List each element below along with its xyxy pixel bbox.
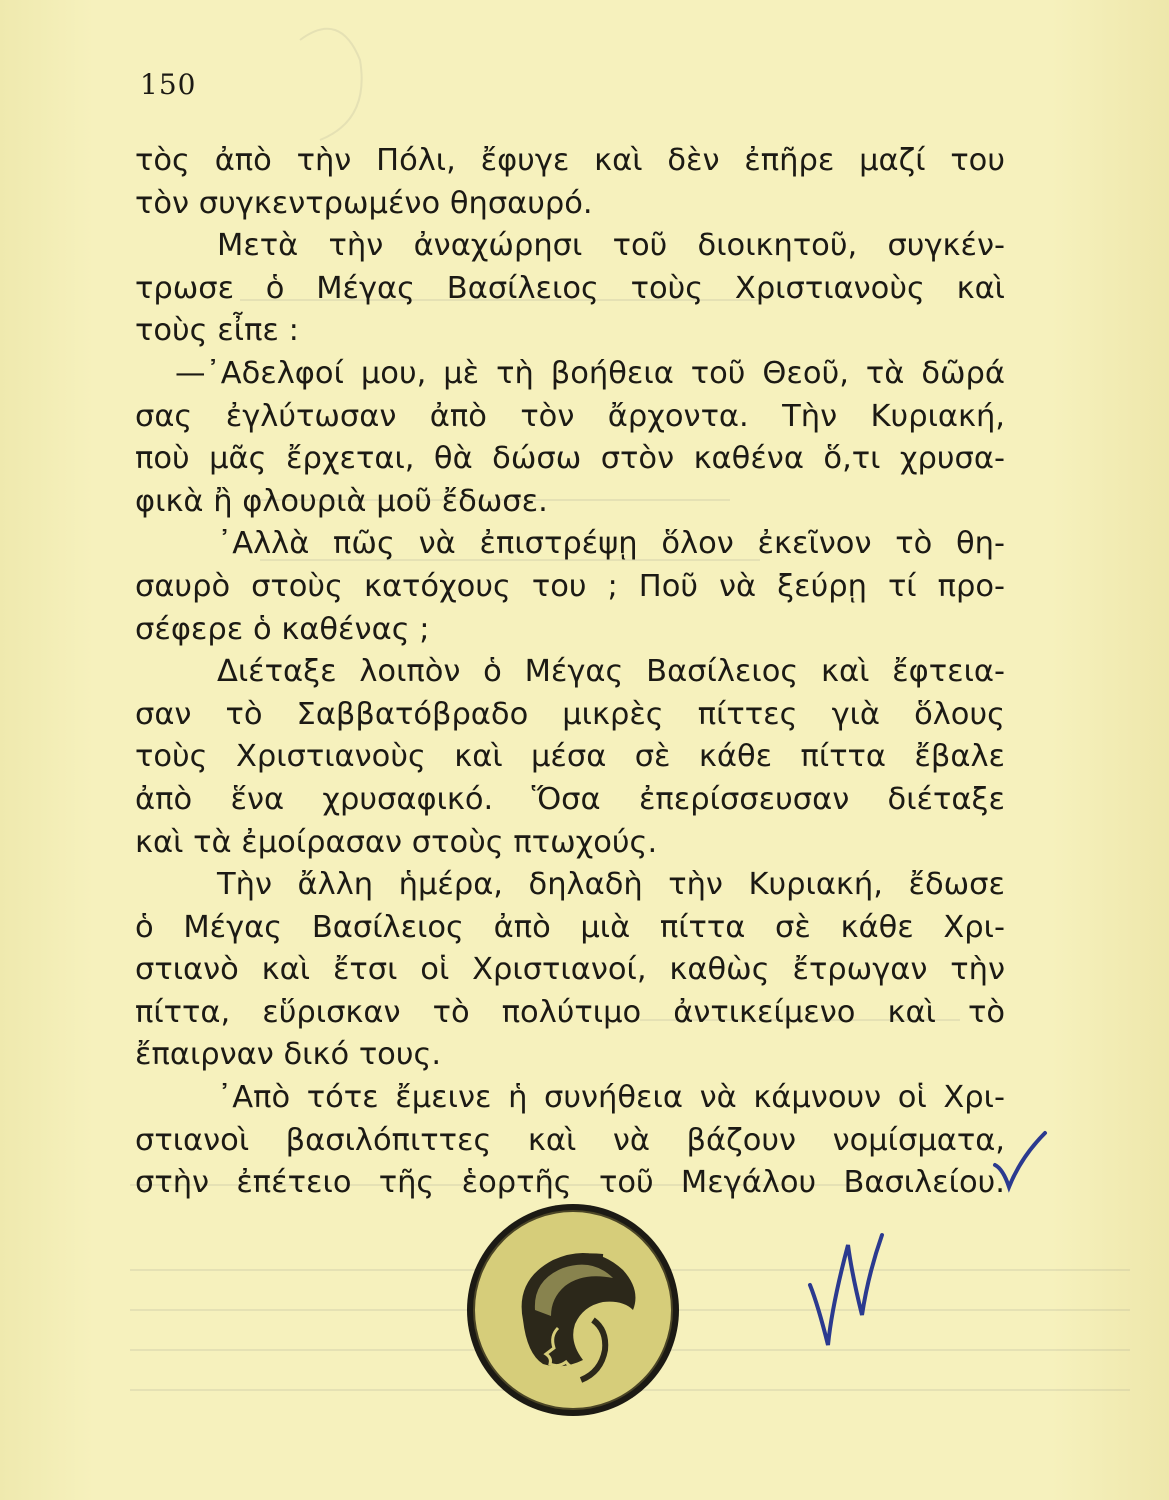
athena-coin-illustration <box>463 1200 683 1420</box>
text-line: σέφερε ὁ καθένας ; <box>135 611 430 647</box>
text-line: —᾿Αδελφοί μου, μὲ τὴ βοήθεια τοῦ Θεοῦ, τὰ δῶρά <box>175 355 1005 391</box>
text-line: σας ἐγλύτωσαν ἀπὸ τὸν ἄρχοντα. Τὴν Κυριακή, <box>135 398 1005 434</box>
text-line: πίττα, εὕρισκαν τὸ πολύτιμο ἀντικείμενο καὶ τὸ <box>135 994 1005 1030</box>
text-line: τρωσε ὁ Μέγας Βασίλειος τοὺς Χριστιανοὺς καὶ <box>135 270 1005 306</box>
text-line: τὸς ἀπὸ τὴν Πόλι, ἔφυγε καὶ δὲν ἐπῆρε μαζί του <box>135 143 1005 178</box>
text-line: Τὴν ἄλλη ἡμέρα, δηλαδὴ τὴν Κυριακή, ἔδωσε <box>217 867 1005 903</box>
text-line: τὸν συγκεντρωμένο θησαυρό. <box>135 185 593 221</box>
text-line: στιανοὶ βασιλόπιττες καὶ νὰ βάζουν νομίσματα, <box>135 1122 1005 1158</box>
text-line: στιανὸ καὶ ἔτσι οἱ Χριστιανοί, καθὼς ἔτρωγαν τὴν <box>135 952 1005 988</box>
text-line: τοὺς εἶπε : <box>135 313 299 349</box>
text-line: ᾿Απὸ τότε ἔμεινε ἡ συνήθεια νὰ κάμνουν οἱ Χρι- <box>217 1080 1005 1116</box>
text-line: καὶ τὰ ἐμοίρασαν στοὺς πτωχούς. <box>135 824 658 860</box>
text-line: τοὺς Χριστιανοὺς καὶ μέσα σὲ κάθε πίττα ἔβαλε <box>135 739 1005 775</box>
text-line: σαν τὸ Σαββατόβραδο μικρὲς πίττες γιὰ ὅλους <box>135 696 1005 732</box>
text-line: ὁ Μέγας Βασίλειος ἀπὸ μιὰ πίττα σὲ κάθε Χρι- <box>135 909 1005 945</box>
text-line: ᾿Αλλὰ πῶς νὰ ἐπιστρέψῃ ὅλον ἐκεῖνον τὸ θη- <box>217 526 1005 562</box>
pen-check-mark-icon <box>990 1130 1050 1195</box>
text-line: ποὺ μᾶς ἔρχεται, θὰ δώσω στὸν καθένα ὅ,τι χρυσα- <box>135 441 1005 477</box>
text-line: στὴν ἐπέτειο τῆς ἑορτῆς τοῦ Μεγάλου Βασιλείου. <box>135 1165 1005 1201</box>
text-line: ἔπαιρναν δικό τους. <box>135 1037 442 1073</box>
handwritten-signature-mark <box>800 1215 890 1355</box>
text-line: σαυρὸ στοὺς κατόχους του ; Ποῦ νὰ ξεύρῃ τί προ- <box>135 568 1005 604</box>
page-number: 150 <box>140 68 197 101</box>
text-line: Μετὰ τὴν ἀναχώρησι τοῦ διοικητοῦ, συγκέν- <box>217 228 1005 264</box>
text-line: Διέταξε λοιπὸν ὁ Μέγας Βασίλειος καὶ ἔφτεια- <box>217 654 1005 690</box>
text-line: ἀπὸ ἕνα χρυσαφικό. Ὅσα ἐπερίσσευσαν διέταξε <box>135 781 1005 817</box>
text-line: φικὰ ἢ φλουριὰ μοῦ ἔδωσε. <box>135 483 548 519</box>
body-text <box>135 140 1005 1205</box>
